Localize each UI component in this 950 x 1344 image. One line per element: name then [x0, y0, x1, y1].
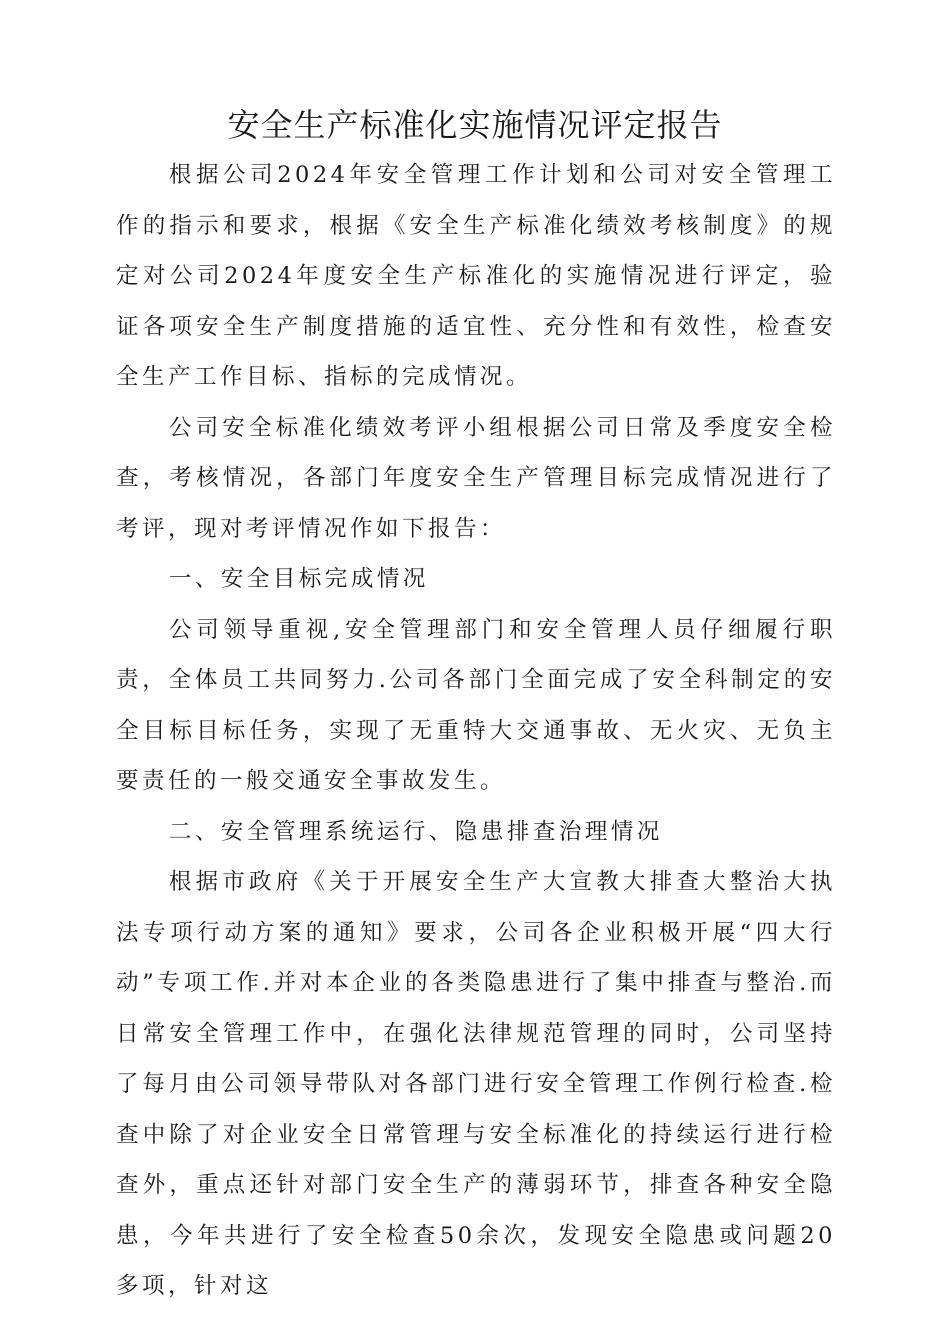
paragraph-evaluation: 公司安全标准化绩效考评小组根据公司日常及季度安全检查，考核情况，各部门年度安全生产管理目标完成情况进行了考评，现对考评情况作如下报告：: [116, 414, 836, 542]
document-title: 安全生产标准化实施情况评定报告: [227, 106, 723, 144]
document-body: [116, 150, 836, 1312]
paragraph-hazard-management: 根据市政府《关于开展安全生产大宣教大排查大整治大执法专项行动方案的通知》要求，公司各企业积极开展“四大行动”专项工作.并对本企业的各类隐患进行了集中排查与整治.而日常安全管理工作中，在强化法律规范管理的同时，公司坚持了每月由公司领导带队对各部门进行安全管理工作例行检查.检查中除了对企业安全日常管理与安全标准化的持续运行进行检查外，重点还针对部门安全生产的薄弱环节，排查各种安全隐患，今年共进行了安全检查50余次，发现安全隐患或问题20多项，针对这: [116, 869, 836, 1299]
section-heading-hazard-management: 二、安全管理系统运行、隐患排查治理情况: [168, 818, 663, 845]
section-heading-safety-goals: 一、安全目标完成情况: [168, 566, 429, 592]
paragraph-intro: 根据公司2024年安全管理工作计划和公司对安全管理工作的指示和要求，根据《安全生产标准化绩效考核制度》的规定对公司2024年度安全生产标准化的实施情况进行评定，验证各项安全生产制度措施的适宜性、充分性和有效性，检查安全生产工作目标、指标的完成情况。: [116, 162, 836, 390]
paragraph-safety-goals: 公司领导重视,安全管理部门和安全管理人员仔细履行职责，全体员工共同努力.公司各部门全面完成了安全科制定的安全目标目标任务，实现了无重特大交通事故、无火灾、无负主要责任的一般交通安全事故发生。: [116, 616, 836, 794]
